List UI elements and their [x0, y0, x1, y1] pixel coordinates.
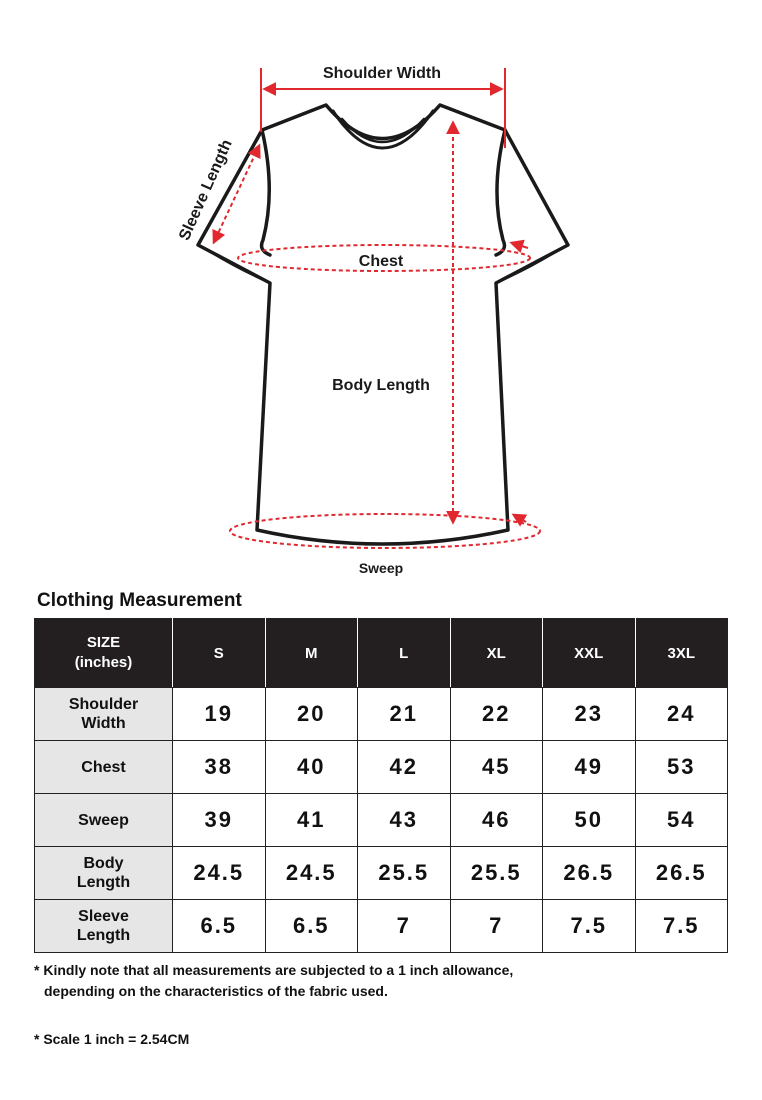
- sleeve-length-label: Sleeve Length: [176, 137, 236, 244]
- table-cell: 21: [358, 688, 451, 741]
- table-cell: 45: [450, 741, 543, 794]
- table-cell: 46: [450, 794, 543, 847]
- shoulder-width-label: Shoulder Width: [322, 65, 442, 82]
- table-cell: 38: [173, 741, 266, 794]
- table-cell: 43: [358, 794, 451, 847]
- row-label-line1: Sweep: [78, 811, 129, 829]
- table-row: [35, 794, 728, 847]
- row-label-line1: Sleeve: [78, 908, 129, 925]
- corner-header: [35, 619, 173, 688]
- table-cell: 19: [173, 688, 266, 741]
- table-cell: 24.5: [265, 847, 358, 900]
- sweep-label: Sweep: [358, 560, 404, 576]
- table-row: [35, 688, 728, 741]
- scale-note: * Scale 1 inch = 2.54CM: [34, 1031, 190, 1047]
- row-label: [35, 794, 173, 847]
- tshirt-outline: [198, 105, 568, 544]
- size-header-xl: XL: [450, 619, 543, 688]
- row-label-line1: Chest: [81, 758, 126, 776]
- size-header-s: S: [173, 619, 266, 688]
- table-cell: 50: [543, 794, 636, 847]
- table-row: [35, 900, 728, 953]
- table-cell: 20: [265, 688, 358, 741]
- table-cell: 40: [265, 741, 358, 794]
- table-row: [35, 847, 728, 900]
- table-header-row: [35, 619, 728, 688]
- table-cell: 39: [173, 794, 266, 847]
- row-label: [35, 900, 173, 953]
- size-header-l: L: [358, 619, 451, 688]
- table-cell: 7.5: [635, 900, 728, 953]
- allowance-note-line1: * Kindly note that all measurements are subjected to a 1 inch allowance,: [34, 962, 514, 978]
- table-cell: 49: [543, 741, 636, 794]
- size-header-3xl: 3XL: [635, 619, 728, 688]
- table-cell: 22: [450, 688, 543, 741]
- row-label-line2: Length: [76, 927, 131, 944]
- table-cell: 26.5: [635, 847, 728, 900]
- size-header-xxl: XXL: [543, 619, 636, 688]
- row-label: [35, 741, 173, 794]
- table-cell: 23: [543, 688, 636, 741]
- table-row: [35, 741, 728, 794]
- table-cell: 24.5: [173, 847, 266, 900]
- corner-line1: SIZE: [86, 634, 121, 651]
- table-cell: 53: [635, 741, 728, 794]
- table-cell: 7: [450, 900, 543, 953]
- row-label-line1: Shoulder: [68, 696, 139, 713]
- row-label-line2: Length: [76, 874, 131, 891]
- corner-line2: (inches): [74, 654, 133, 671]
- table-cell: 54: [635, 794, 728, 847]
- table-cell: 6.5: [265, 900, 358, 953]
- table-cell: 24: [635, 688, 728, 741]
- size-header-m: M: [265, 619, 358, 688]
- row-label-line1: Body: [83, 855, 124, 872]
- table-cell: 25.5: [450, 847, 543, 900]
- table-cell: 7.5: [543, 900, 636, 953]
- table-cell: 42: [358, 741, 451, 794]
- table-cell: 25.5: [358, 847, 451, 900]
- row-label-line2: Width: [81, 715, 126, 732]
- chest-label: Chest: [358, 253, 404, 270]
- table-cell: 41: [265, 794, 358, 847]
- table-cell: 7: [358, 900, 451, 953]
- table-cell: 6.5: [173, 900, 266, 953]
- allowance-note: [34, 960, 734, 1002]
- body-length-label: Body Length: [332, 377, 430, 394]
- table-cell: 26.5: [543, 847, 636, 900]
- row-label: [35, 847, 173, 900]
- allowance-note-line2: depending on the characteristics of the fabric used.: [44, 983, 388, 999]
- row-label: [35, 688, 173, 741]
- size-chart-table: [34, 618, 728, 953]
- section-title: Clothing Measurement: [37, 590, 242, 611]
